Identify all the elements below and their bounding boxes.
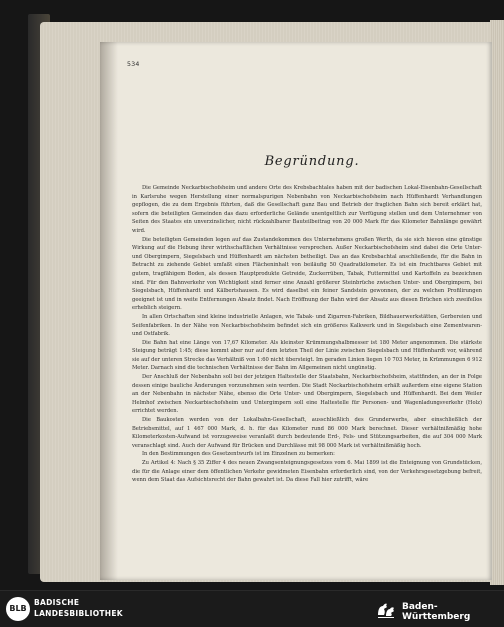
baden-wuerttemberg-lions-icon [374,597,398,621]
page-number: 534 [127,60,140,68]
page-edges-right [490,20,504,585]
blb-name-line2: LANDESBIBLIOTHEK [34,609,123,618]
blb-name-line1: BADISCHE [34,598,80,607]
page-heading: Begründung. [264,154,360,169]
paragraph: In den Bestimmungen des Gesetzentwurfs ist im Einzelnen zu bemerken: [142,451,335,458]
blb-logo[interactable]: BLB [6,597,30,621]
paragraph: Die beteiligten Gemeinden legen auf das Zustandekommen des Unternehmens großen Werth, da sie sich hievon eine günstige Wirkung auf die Hebung ihrer wirthschaftlichen Verhältnisse versprechen. Außer Neckarbischofsheim sind dabei die Orte Unter- und Obergimpern, Siegelsbach und Hüffenhardt am nächsten betheiligt. Das an das Krebsbachtal anschließende, für die Bahn in Betracht zu ziehende Gebiet umfaßt einen Flächeninhalt von beiläufig 50 Quadratkilometer. Es ist ein fruchtbares Gebiet mit gutem, tragfähigem Boden, als dessen Hauptprodukte Getreide, Zuckerrüben, Tabak, Futtermittel und Kartoffeln zu bezeichnen sind. Für den Bahnverkehr von Wichtigkeit sind ferner eine Anzahl größerer Steinbrüche zwischen Unter- und Obergimpern, bei Siegelsbach, Hüffenhardt und Kälbertshausen. Es wird daselbst ein feiner Sandstein gewonnen, der zu welchen Profilirungen geeignet ist und in weite Entfernungen Absatz findet. Nach Eröffnung der Bahn wird der Absatz aus diesen Brüchen sich zweifellos erheblich steigern. [132,236,482,312]
footer-bar [0,590,504,627]
paragraph: In allen Ortschaften sind kleine industrielle Anlagen, wie Tabak- und Zigarren-Fabriken, Bildhauerwerkstätten, Gerbereien und Seifenfabriken. In der Nähe von Neckarbischofsheim befindet sich ein größeres Kalkwerk und in Siegelsbach eine Zementwaren- und Ostfabrik. [132,313,482,338]
page-gutter-shadow [100,42,118,580]
paragraph: Zu Artikel 4: Nach § 35 Ziffer 4 des neuen Zwangsenteignungsgesetzes vom 6. Mai 1899 ist die Enteignung von Grundstücken, die für die Anlage einer dem öffentlichen Verkehr gewidmeten Eisenbahn erforderlich sind, von der Verkehrsgesetzgebung befreit, wenn dem Staat das Aufsichtsrecht der Bahn gewahrt ist. Da diese Fall hier zutrifft, wäre [132,460,482,484]
paragraph: Die Gemeinde Neckarbischofsheim und andere Orte des Krebsbachtales haben mit der badischen Lokal-Eisenbahn-Gesellschaft in Karlsruhe wegen Herstellung einer normalspurigen Nebenbahn von Neckarbischofsheim nach Hüffenhardt Verhandlungen gepflogen, die zu dem Ergebnis führten, daß die Gesellschaft ganz Bau und Betrieb der fraglichen Bahn sich bereit erklärt hat, sofern die beteiligten Gemeinden das dazu erforderliche Gelände unentgeltlich zur Verfügung stellen und dem Unternehmer von Seiten des Staates ein unverzinslicher, nicht rückzahlbarer Bauteilbeitrag von 20 000 Mark für das Kilometer Bahnlänge gewährt wird. [132,185,482,234]
paragraph: Die Baukosten werden von der Lokalbahn-Gesellschaft, ausschließlich des Grunderwerbs, aber einschließlich der Betriebsmittel, auf 1 467 000 Mark, d. h. für das Kilometer rund 86 000 Mark berechnet. Dieser verhältnißmäßig hohe Kilometerkosten-Aufwand ist vorzugsweise veranlaßt durch bedeutende Erd-, Fels- und Stützungsarbeiten, die auf 304 000 Mark veranschlagt sind. Auch der Aufwand für Brücken und Durchlässe mit 98 000 Mark ist verhältnißmäßig hoch. [132,417,482,449]
bw-label[interactable]: Baden-Württemberg [402,602,471,622]
paragraph: Der Anschluß der Nebenbahn soll bei der jetzigen Haltestelle der Staatsbahn, Neckarbischofsheim, stattfinden, an der in Folge dessen einige bauliche Änderungen vorzunehmen sein werden. Die Stadt Neckarbischofsheim erhält außerdem eine eigene Station an der Nebenbahn in nächster Nähe, ebenso die Orte Unter- und Obergimpern, Siegelsbach und Hüffenhardt. Bei dem Weiler Helmhof zwischen Neckarbischofsheim und Untergimpern soll eine Haltestelle für Personen- und Wagenladungsverkehr (Holz) errichtet werden. [132,374,482,415]
paragraph: Die Bahn hat eine Länge von 17,67 Kilometer. Als kleinster Krümmungshalbmesser ist 180 Meter angenommen. Die stärkste Steigung beträgt 1:45; diese kommt aber nur auf dem letzten Theil der Linie zwischen Siegelsbach und Hüffenhardt vor, während sie auf der unteren Strecke das Verhältniß von 1:60 nicht übersteigt. Im geraden Linien liegen 10 703 Meter, in Krümmungen 6 912 Meter. Darnach sind die technischen Verhältnisse der Bahn im Allgemeinen nicht ungünstig. [132,339,482,372]
page-body-text [132,184,482,485]
blb-name[interactable] [34,597,123,619]
page-heading-wrap [0,154,504,169]
